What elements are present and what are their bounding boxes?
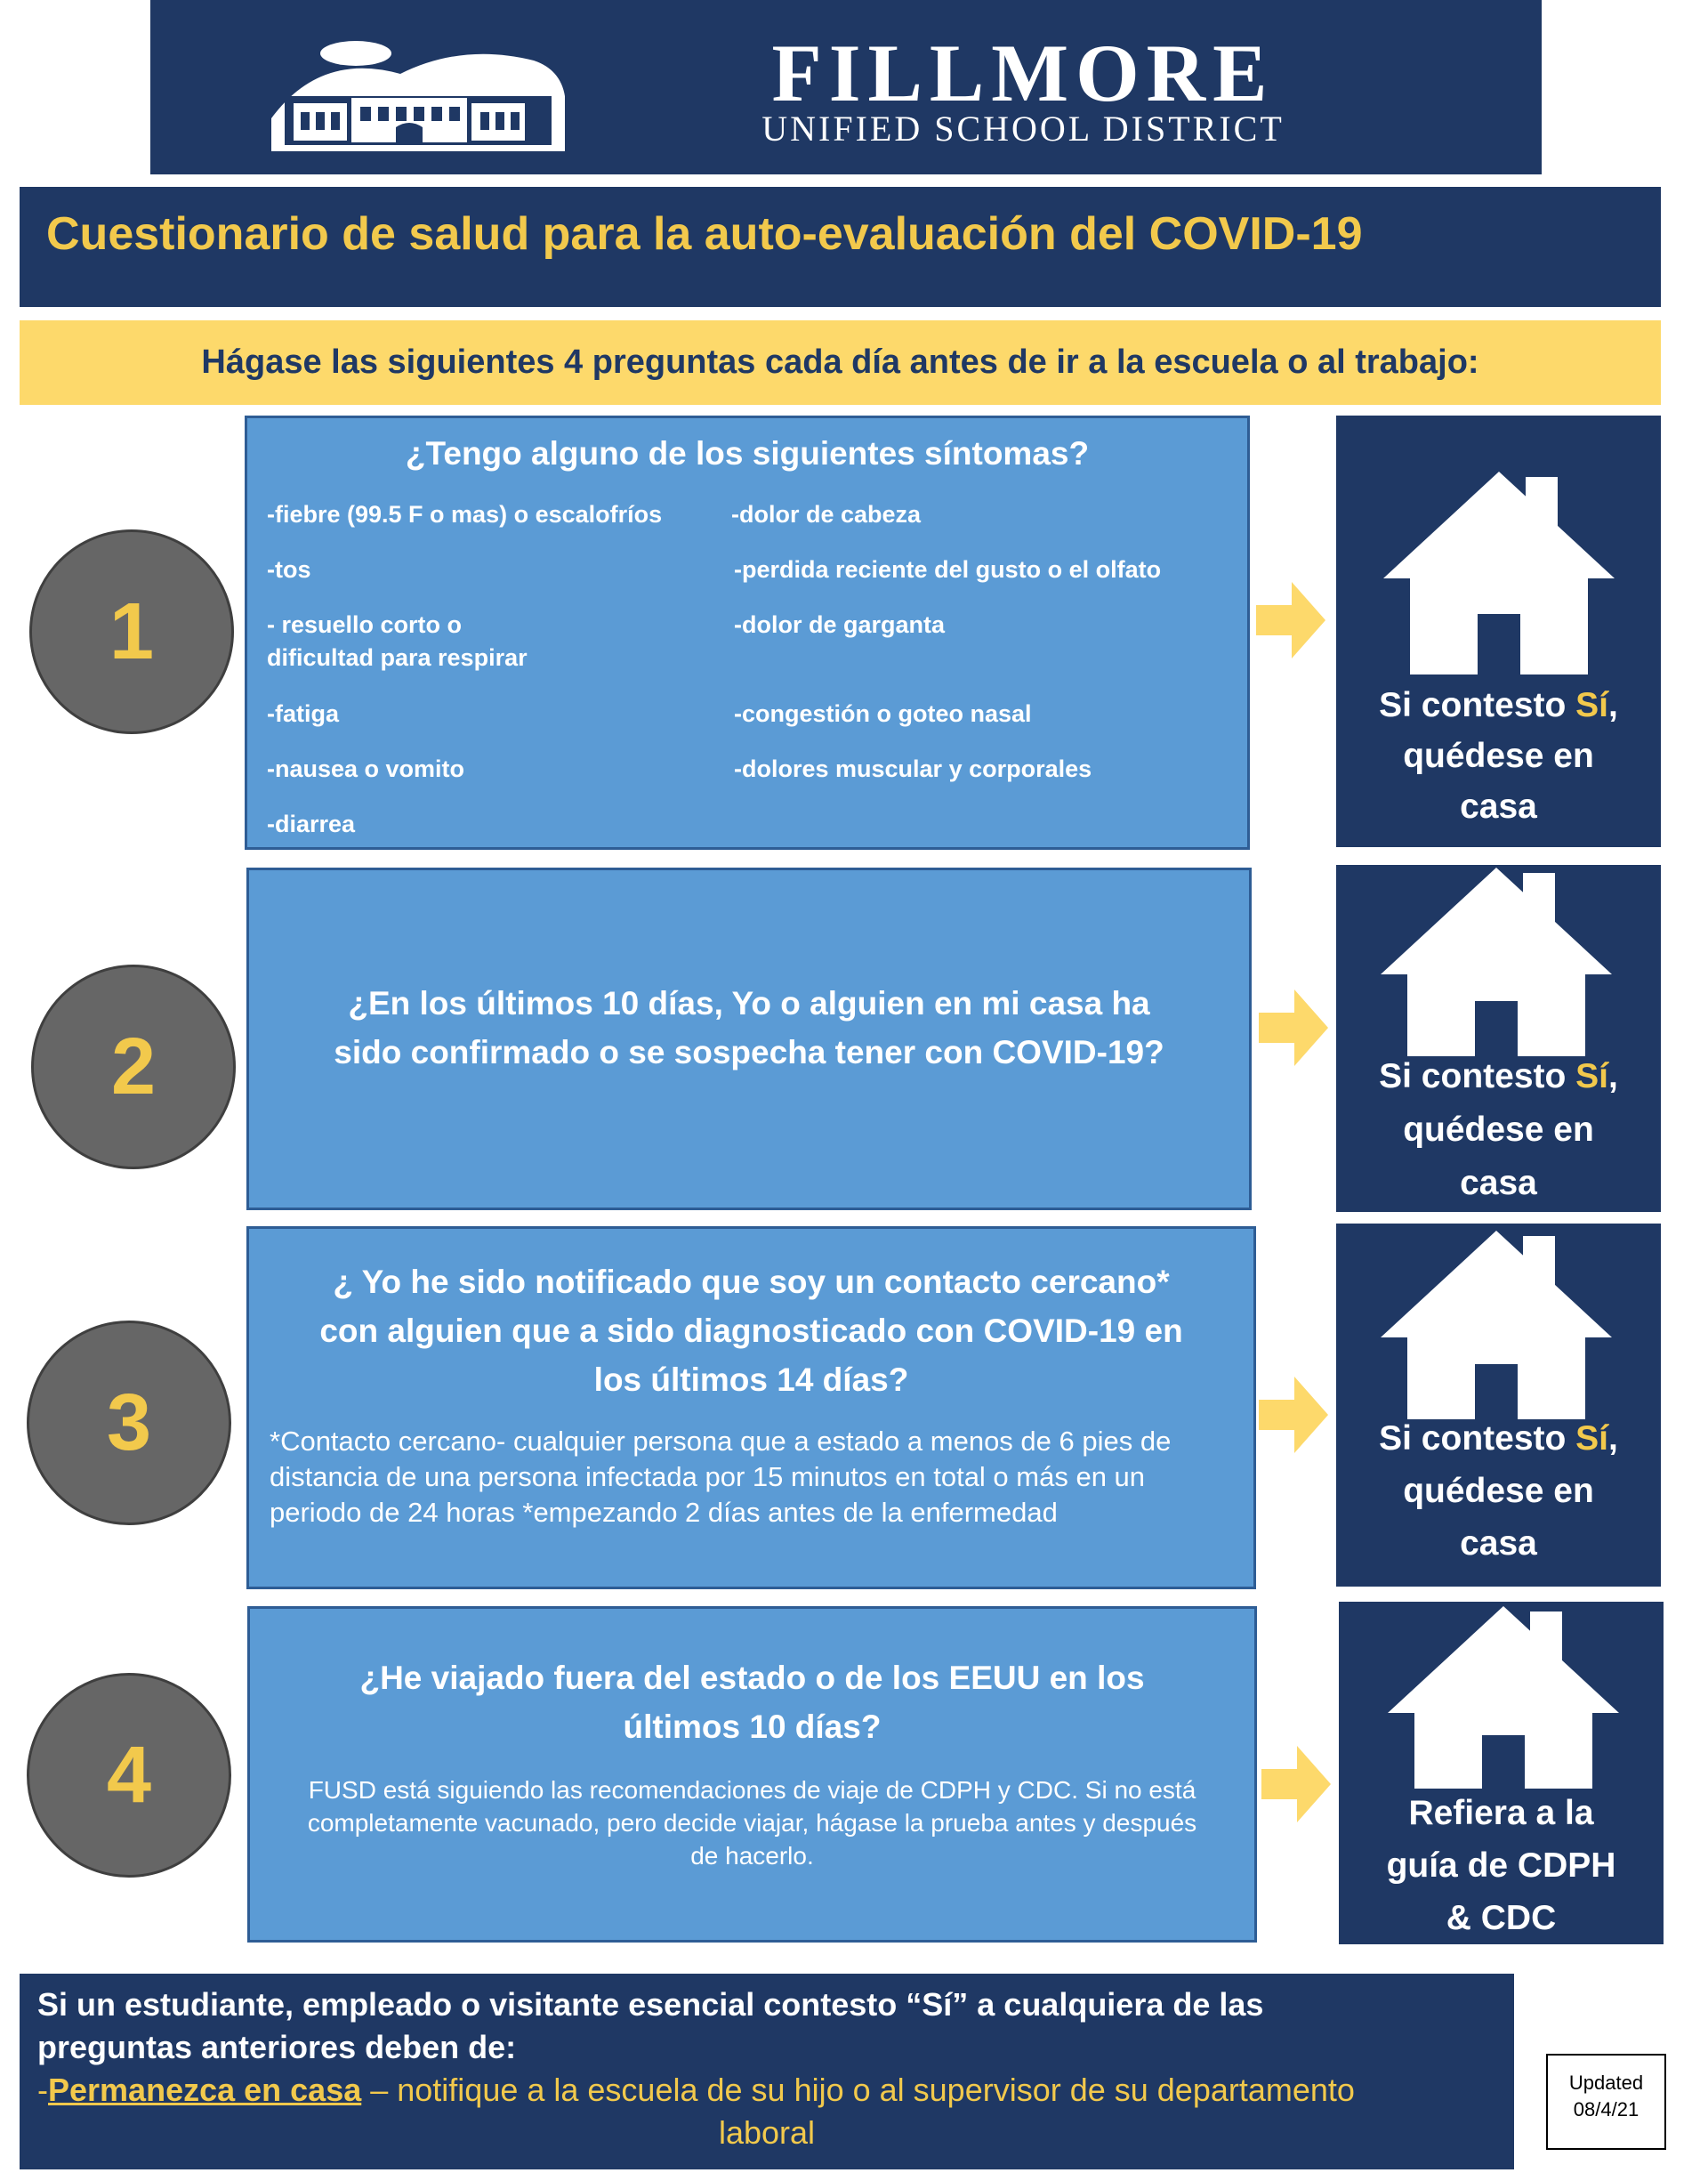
question-number-3: 3 <box>27 1321 231 1525</box>
symptom-item: -perdida reciente del gusto o el olfato <box>734 556 1162 583</box>
close-contact-note: *Contacto cercano- cualquier persona que a estado a menos de 6 pies de distancia de una persona infectada por 15 minutos en total o más en un periodo de 24 horas *empezando 2 días antes de la enfermedad <box>270 1426 1172 1528</box>
question-number-1: 1 <box>29 529 234 734</box>
arrow-right-icon <box>1259 988 1330 1068</box>
symptom-item: -dolor de garganta <box>734 611 946 638</box>
page-title: Cuestionario de salud para la auto-evaluación del COVID-19 <box>46 208 1363 260</box>
symptom-item: -nausea o vomito <box>267 755 465 782</box>
district-name: FILLMORE <box>771 28 1275 118</box>
question-number-4: 4 <box>27 1673 231 1878</box>
school-logo-icon <box>267 34 569 151</box>
question-4-heading: ¿He viajado fuera del estado o de los EEUU en los últimos 10 días? <box>359 1660 1145 1745</box>
stay-home-action: Permanezca en casa <box>48 2072 362 2108</box>
arrow-right-icon <box>1256 580 1327 660</box>
answer-4-text: Refiera a la guía de CDPH & CDC <box>1386 1794 1616 1937</box>
answer-3-text: Si contesto Sí, quédese en casa <box>1379 1419 1618 1563</box>
arrow-right-icon <box>1259 1375 1330 1455</box>
updated-stamp: Updated 08/4/21 <box>1546 2054 1666 2150</box>
house-icon <box>1381 868 1612 1081</box>
answer-2-text: Si contesto Sí, quédese en casa <box>1379 1057 1618 1202</box>
symptom-item: -diarrea <box>267 811 356 837</box>
travel-note: FUSD está siguiendo las recomendaciones de viaje de CDPH y CDC. Si no está completamente vacunado, pero decide viajar, hágase la prueba antes y después de hacerlo. <box>307 1776 1197 1870</box>
footer-line-4: laboral <box>718 2114 816 2151</box>
question-number-2: 2 <box>31 965 236 1169</box>
symptom-item: -tos <box>267 556 311 583</box>
question-1-heading: ¿Tengo alguno de los siguientes síntomas? <box>405 435 1090 472</box>
symptom-item: -congestión o goteo nasal <box>734 700 1032 727</box>
footer-line-3: -Permanezca en casa – notifique a la escuela de su hijo o al supervisor de su departamento <box>37 2072 1355 2108</box>
symptom-item: -fiebre (99.5 F o mas) o escalofríos <box>267 501 663 528</box>
instruction-text: Hágase las siguientes 4 preguntas cada día antes de ir a la escuela o al trabajo: <box>201 343 1479 381</box>
arrow-right-icon <box>1261 1744 1333 1824</box>
symptom-item: -dolores muscular y corporales <box>734 755 1092 782</box>
symptom-item: - resuello corto o <box>267 611 463 638</box>
footer-line-1: Si un estudiante, empleado o visitante esencial contesto “Sí” a cualquiera de las <box>37 1986 1264 2023</box>
symptom-item: dificultad para respirar <box>267 644 528 671</box>
district-subtitle: UNIFIED SCHOOL DISTRICT <box>761 109 1285 149</box>
footer-line-2: preguntas anteriores deben de: <box>37 2029 517 2065</box>
answer-1-text: Si contesto Sí, quédese en casa <box>1379 686 1618 826</box>
symptom-item: -dolor de cabeza <box>731 501 922 528</box>
house-icon <box>1383 472 1615 685</box>
symptom-item: -fatiga <box>267 700 339 727</box>
question-3-heading: ¿ Yo he sido notificado que soy un contacto cercano* con alguien que a sido diagnosticado con COVID-19 en los últimos 14 días? <box>319 1264 1183 1398</box>
question-2-heading: ¿En los últimos 10 días, Yo o alguien en mi casa ha sido confirmado o se sospecha tener con COVID-19? <box>334 985 1164 1070</box>
